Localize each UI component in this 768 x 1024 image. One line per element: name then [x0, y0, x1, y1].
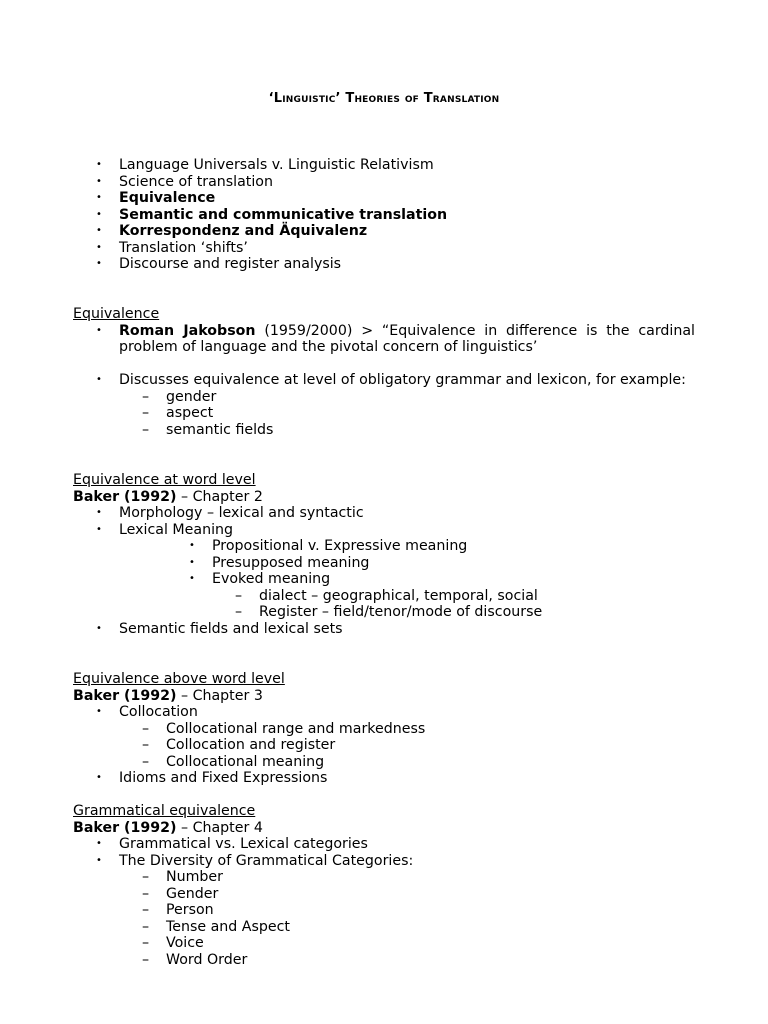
list-item: • Semantic and communicative translation	[96, 206, 448, 223]
list-item: • Semantic fields and lexical sets	[96, 620, 343, 637]
source-line: Baker (1992) – Chapter 2	[73, 488, 263, 505]
sub-item: • Propositional v. Expressive meaning	[189, 538, 468, 554]
bullet-icon: •	[96, 706, 102, 717]
list-item: • Translation ‘shifts’	[96, 239, 248, 256]
sub-item: – Person	[142, 902, 214, 918]
bullet-icon: •	[96, 523, 102, 535]
intro-list	[73, 157, 697, 273]
section-heading: Grammatical equivalence	[73, 803, 256, 819]
list-item: • Discourse and register analysis	[96, 256, 342, 272]
list-item: • The Diversity of Grammatical Categories:	[96, 852, 414, 869]
sub-item: • Presupposed meaning	[189, 554, 370, 571]
sub-item: – Collocation and register	[142, 737, 336, 753]
sub-sub-item: – dialect – geographical, temporal, social	[235, 587, 538, 604]
bullet-icon: •	[96, 324, 102, 336]
section-grammatical	[73, 803, 697, 968]
source-line: Baker (1992) – Chapter 3	[73, 687, 263, 704]
sub-item: – Tense and Aspect	[142, 918, 290, 935]
bullet-icon: •	[96, 159, 102, 170]
list-item: • Discusses equivalence at level of obligatory grammar and lexicon, for example:	[96, 372, 686, 388]
bullet-icon: •	[96, 258, 102, 269]
sub-sub-item: – Register – field/tenor/mode of discourse	[235, 604, 543, 620]
bullet-icon: •	[96, 507, 102, 518]
bullet-icon: •	[96, 374, 102, 385]
sub-item: – Collocational range and markedness	[142, 720, 426, 737]
section-above-word-level	[73, 671, 697, 787]
sub-item: – Collocational meaning	[142, 753, 325, 770]
bullet-icon: •	[96, 772, 102, 783]
list-item: • Idioms and Fixed Expressions	[96, 770, 328, 786]
source-line: Baker (1992) – Chapter 4	[73, 819, 263, 836]
list-item: • Equivalence	[96, 190, 216, 206]
list-item: • Lexical Meaning	[96, 521, 234, 538]
bullet-icon: •	[96, 225, 102, 236]
bullet-icon: •	[189, 556, 195, 568]
page-title: ‘Linguistic’ Theories of Translation	[268, 91, 500, 106]
section-heading: Equivalence at word level	[73, 472, 256, 488]
sub-item: – Word Order	[142, 951, 248, 968]
sub-item: – semantic fields	[142, 421, 274, 438]
bullet-icon: •	[96, 241, 102, 253]
bullet-icon: •	[189, 573, 195, 584]
list-item: • Grammatical vs. Lexical categories	[96, 836, 368, 852]
sub-item: • Evoked meaning	[189, 571, 331, 587]
bullet-icon: •	[96, 208, 102, 220]
list-item	[73, 323, 697, 356]
sub-item: – Voice	[142, 935, 204, 951]
section-heading: Equivalence above word level	[73, 671, 285, 687]
section-word-level	[73, 472, 697, 637]
list-item: • Morphology – lexical and syntactic	[96, 505, 364, 521]
sub-item: – Number	[142, 869, 223, 885]
jakobson-quote: Roman Jakobson (1959/2000) > “Equivalence in difference is the cardinal problem of language and the pivotal concern of linguistics’	[119, 322, 695, 355]
sub-item: – Gender	[142, 885, 219, 902]
section-equivalence	[73, 306, 697, 438]
bullet-icon: •	[96, 838, 102, 849]
sub-item: – aspect	[142, 405, 214, 421]
section-heading: Equivalence	[73, 306, 160, 322]
bullet-icon: •	[96, 192, 102, 203]
bullet-icon: •	[96, 854, 102, 866]
list-item: • Language Universals v. Linguistic Relativism	[96, 157, 434, 173]
list-item: • Science of translation	[96, 173, 273, 190]
bullet-icon: •	[96, 175, 102, 187]
list-item: • Korrespondenz and Äquivalenz	[96, 223, 368, 239]
bullet-icon: •	[96, 622, 102, 634]
bullet-icon: •	[189, 540, 195, 551]
sub-item: – gender	[142, 388, 217, 405]
list-item: • Collocation	[96, 704, 198, 720]
